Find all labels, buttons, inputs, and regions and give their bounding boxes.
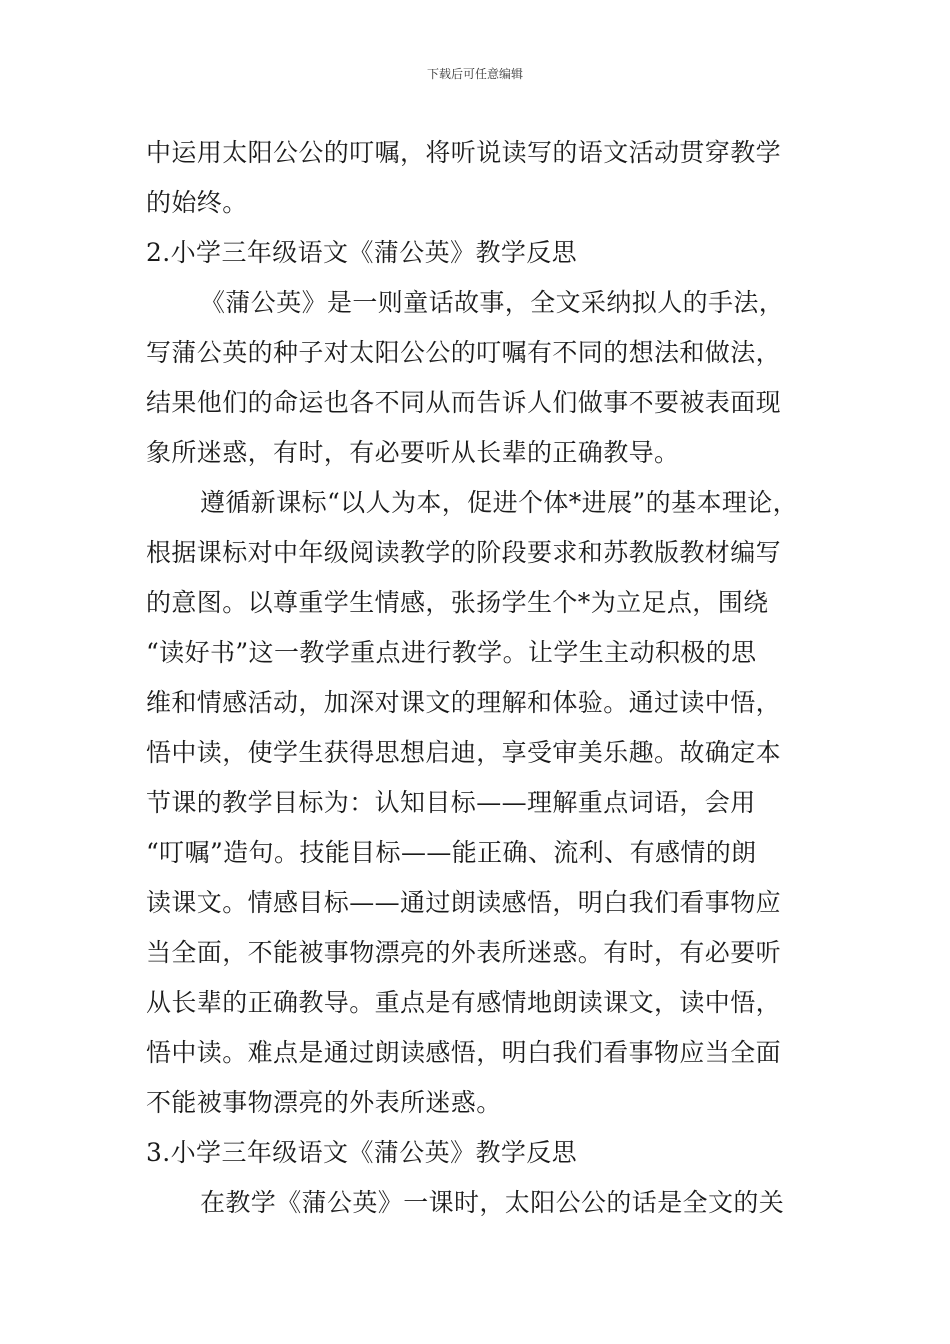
section-heading: 3.小学三年级语文《蒲公英》教学反思: [146, 1138, 578, 1167]
text-line: 悟中读，使学生获得思想启迪，享受审美乐趣。故确定本: [146, 738, 782, 767]
text-line: “叮嘱”造句。技能目标——能正确、流利、有感情的朗: [146, 838, 757, 867]
page-header: 下载后可任意编辑: [426, 67, 523, 81]
text-line: 不能被事物漂亮的外表所迷惑。: [146, 1088, 502, 1117]
text-line: 从长辈的正确教导。重点是有感情地朗读课文，读中悟，: [146, 988, 782, 1017]
text-line: 当全面，不能被事物漂亮的外表所迷惑。有时，有必要听: [146, 938, 782, 967]
section-heading: 2.小学三年级语文《蒲公英》教学反思: [146, 238, 578, 267]
text-line: 维和情感活动，加深对课文的理解和体验。通过读中悟，: [146, 688, 782, 717]
text-line: 中运用太阳公公的叮嘱，将听说读写的语文活动贯穿教学: [146, 138, 782, 167]
text-line: 读课文。情感目标——通过朗读感悟，明白我们看事物应: [146, 888, 782, 917]
text-line: 在教学《蒲公英》一课时，太阳公公的话是全文的关: [200, 1188, 785, 1217]
text-line: 象所迷惑，有时，有必要听从长辈的正确教导。: [146, 438, 680, 467]
text-line: 节课的教学目标为：认知目标——理解重点词语，会用: [146, 788, 756, 817]
text-line: 结果他们的命运也各不同从而告诉人们做事不要被表面现: [146, 388, 782, 417]
text-line: 写蒲公英的种子对太阳公公的叮嘱有不同的想法和做法，: [146, 338, 782, 367]
text-line: 悟中读。难点是通过朗读感悟，明白我们看事物应当全面: [146, 1038, 782, 1067]
text-line: 《蒲公英》是一则童话故事，全文采纳拟人的手法，: [200, 288, 785, 317]
text-line: 的意图。以尊重学生情感，张扬学生个*为立足点，围绕: [146, 588, 769, 617]
text-line: 的始终。: [146, 188, 248, 217]
document-body: [146, 128, 814, 1228]
text-line: 根据课标对中年级阅读教学的阶段要求和苏教版教材编写: [146, 538, 782, 567]
text-line: “读好书”这一教学重点进行教学。让学生主动积极的思: [146, 638, 757, 667]
text-line: 遵循新课标“以人为本，促进个体*进展”的基本理论，: [200, 488, 799, 517]
